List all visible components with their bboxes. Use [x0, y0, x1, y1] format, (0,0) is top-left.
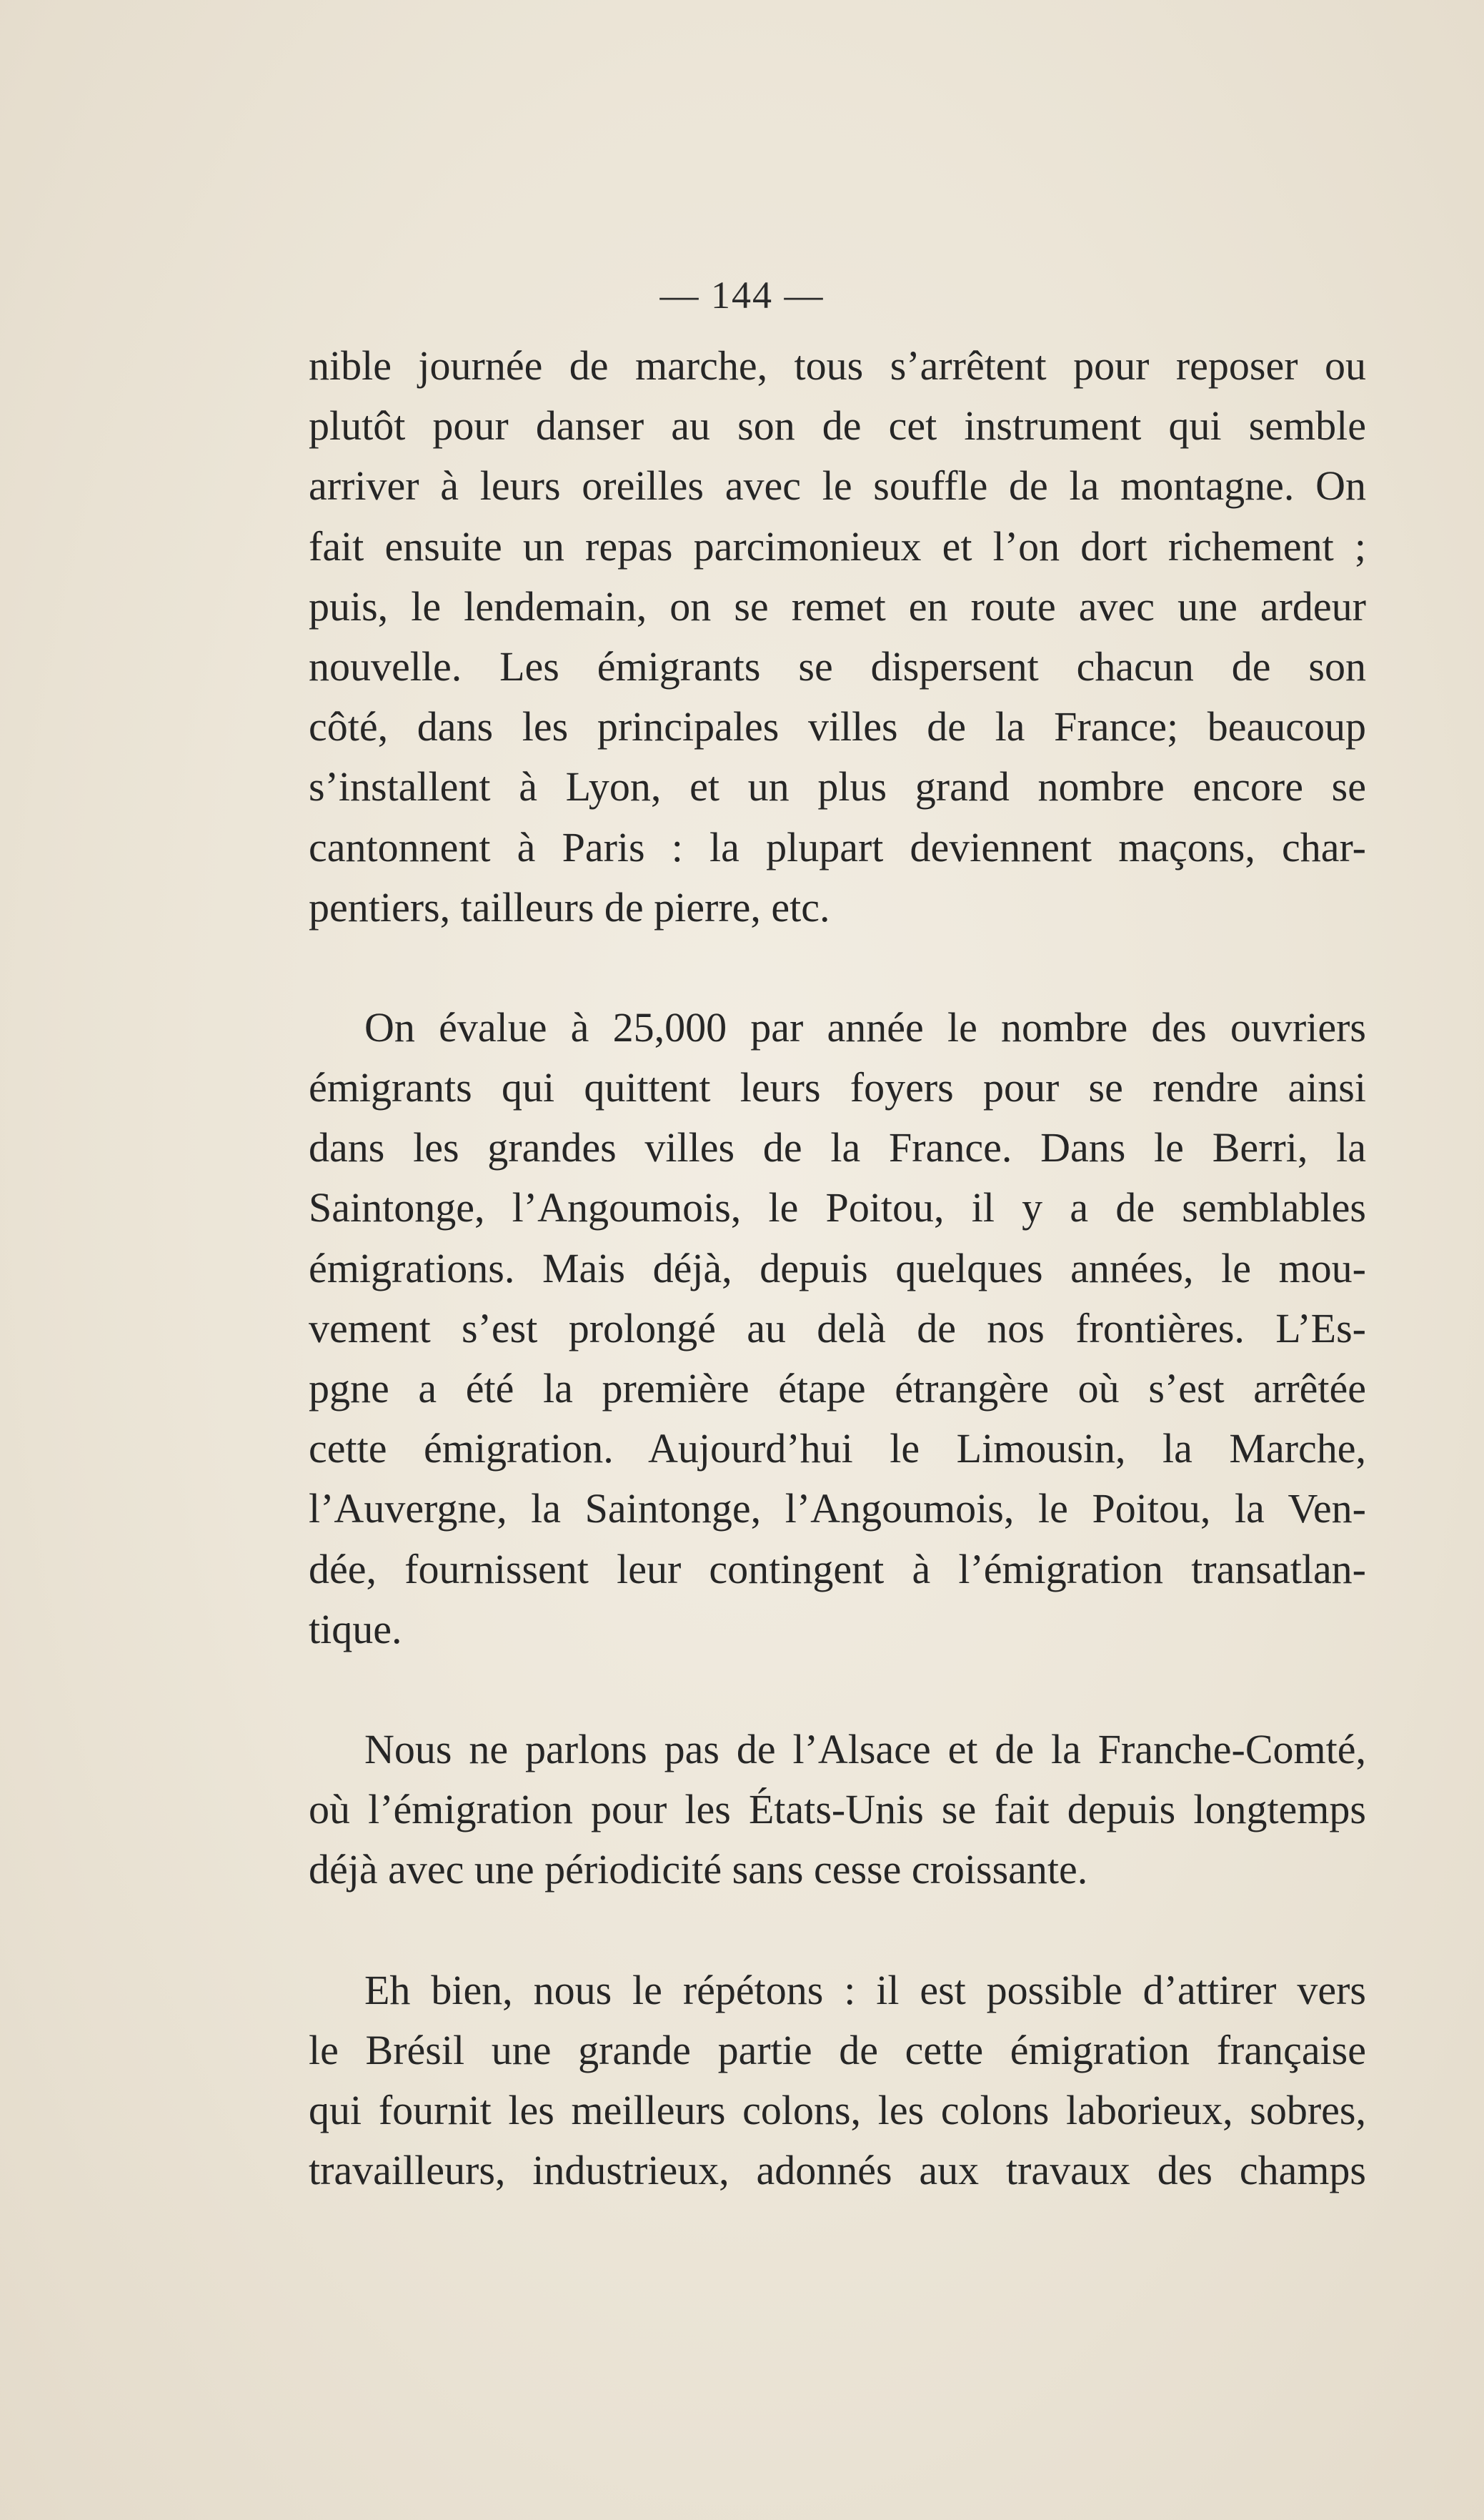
text-line: dans les grandes villes de la France. Dans le Berri, la [309, 1124, 1366, 1171]
text-line: cette émigration. Aujourd’hui le Limousin, la Marche, [309, 1425, 1366, 1472]
text-line: pgne a été la première étape étrangère où s’est arrêtée [309, 1365, 1366, 1412]
text-line: tique. [309, 1605, 402, 1652]
paragraph-2 [309, 998, 1366, 1660]
text-line: arriver à leurs oreilles avec le souffle de la montagne. On [309, 462, 1366, 510]
text-line: puis, le lendemain, on se remet en route avec une ardeur [309, 582, 1366, 630]
paragraph-4 [309, 1960, 1366, 2201]
text-line: On évalue à 25,000 par année le nombre des ouvriers [364, 1003, 1366, 1051]
text-line: s’installent à Lyon, et un plus grand nombre encore se [309, 763, 1366, 810]
text-line: où l’émigration pour les États-Unis se fait depuis longtemps [309, 1786, 1366, 1833]
text-line: Nous ne parlons pas de l’Alsace et de la Franche-Comté, [364, 1725, 1366, 1772]
text-line: Eh bien, nous le répétons : il est possible d’attirer vers [364, 1966, 1366, 2013]
text-line: déjà avec une périodicité sans cesse croissante. [309, 1846, 1088, 1893]
text-line: plutôt pour danser au son de cet instrument qui semble [309, 402, 1366, 450]
page-number: — 144 — [659, 274, 825, 317]
text-line: l’Auvergne, la Saintonge, l’Angoumois, le Poitou, la Ven- [309, 1485, 1366, 1532]
text-line: pentiers, tailleurs de pierre, etc. [309, 883, 830, 931]
text-line: le Brésil une grande partie de cette émigration française [309, 2026, 1366, 2073]
text-line: fait ensuite un repas parcimonieux et l’on dort richement ; [309, 522, 1366, 570]
text-line: nible journée de marche, tous s’arrêtent pour reposer ou [309, 342, 1366, 389]
text-line: qui fournit les meilleurs colons, les colons laborieux, sobres, [309, 2086, 1366, 2133]
text-line: dée, fournissent leur contingent à l’émigration transatlan- [309, 1545, 1366, 1592]
paragraph-3 [309, 1720, 1366, 1900]
body-text [309, 336, 1366, 2201]
paragraph-1 [309, 336, 1366, 938]
text-line: nouvelle. Les émigrants se dispersent chacun de son [309, 643, 1366, 690]
text-line: côté, dans les principales villes de la France; beaucoup [309, 703, 1366, 750]
text-line: travailleurs, industrieux, adonnés aux travaux des champs [309, 2147, 1366, 2194]
text-line: émigrants qui quittent leurs foyers pour se rendre ainsi [309, 1064, 1366, 1111]
text-line: émigrations. Mais déjà, depuis quelques années, le mou- [309, 1244, 1366, 1291]
text-line: cantonnent à Paris : la plupart deviennent maçons, char- [309, 823, 1366, 870]
text-line: Saintonge, l’Angoumois, le Poitou, il y a de semblables [309, 1184, 1366, 1231]
text-line: vement s’est prolongé au delà de nos frontières. L’Es- [309, 1304, 1366, 1351]
